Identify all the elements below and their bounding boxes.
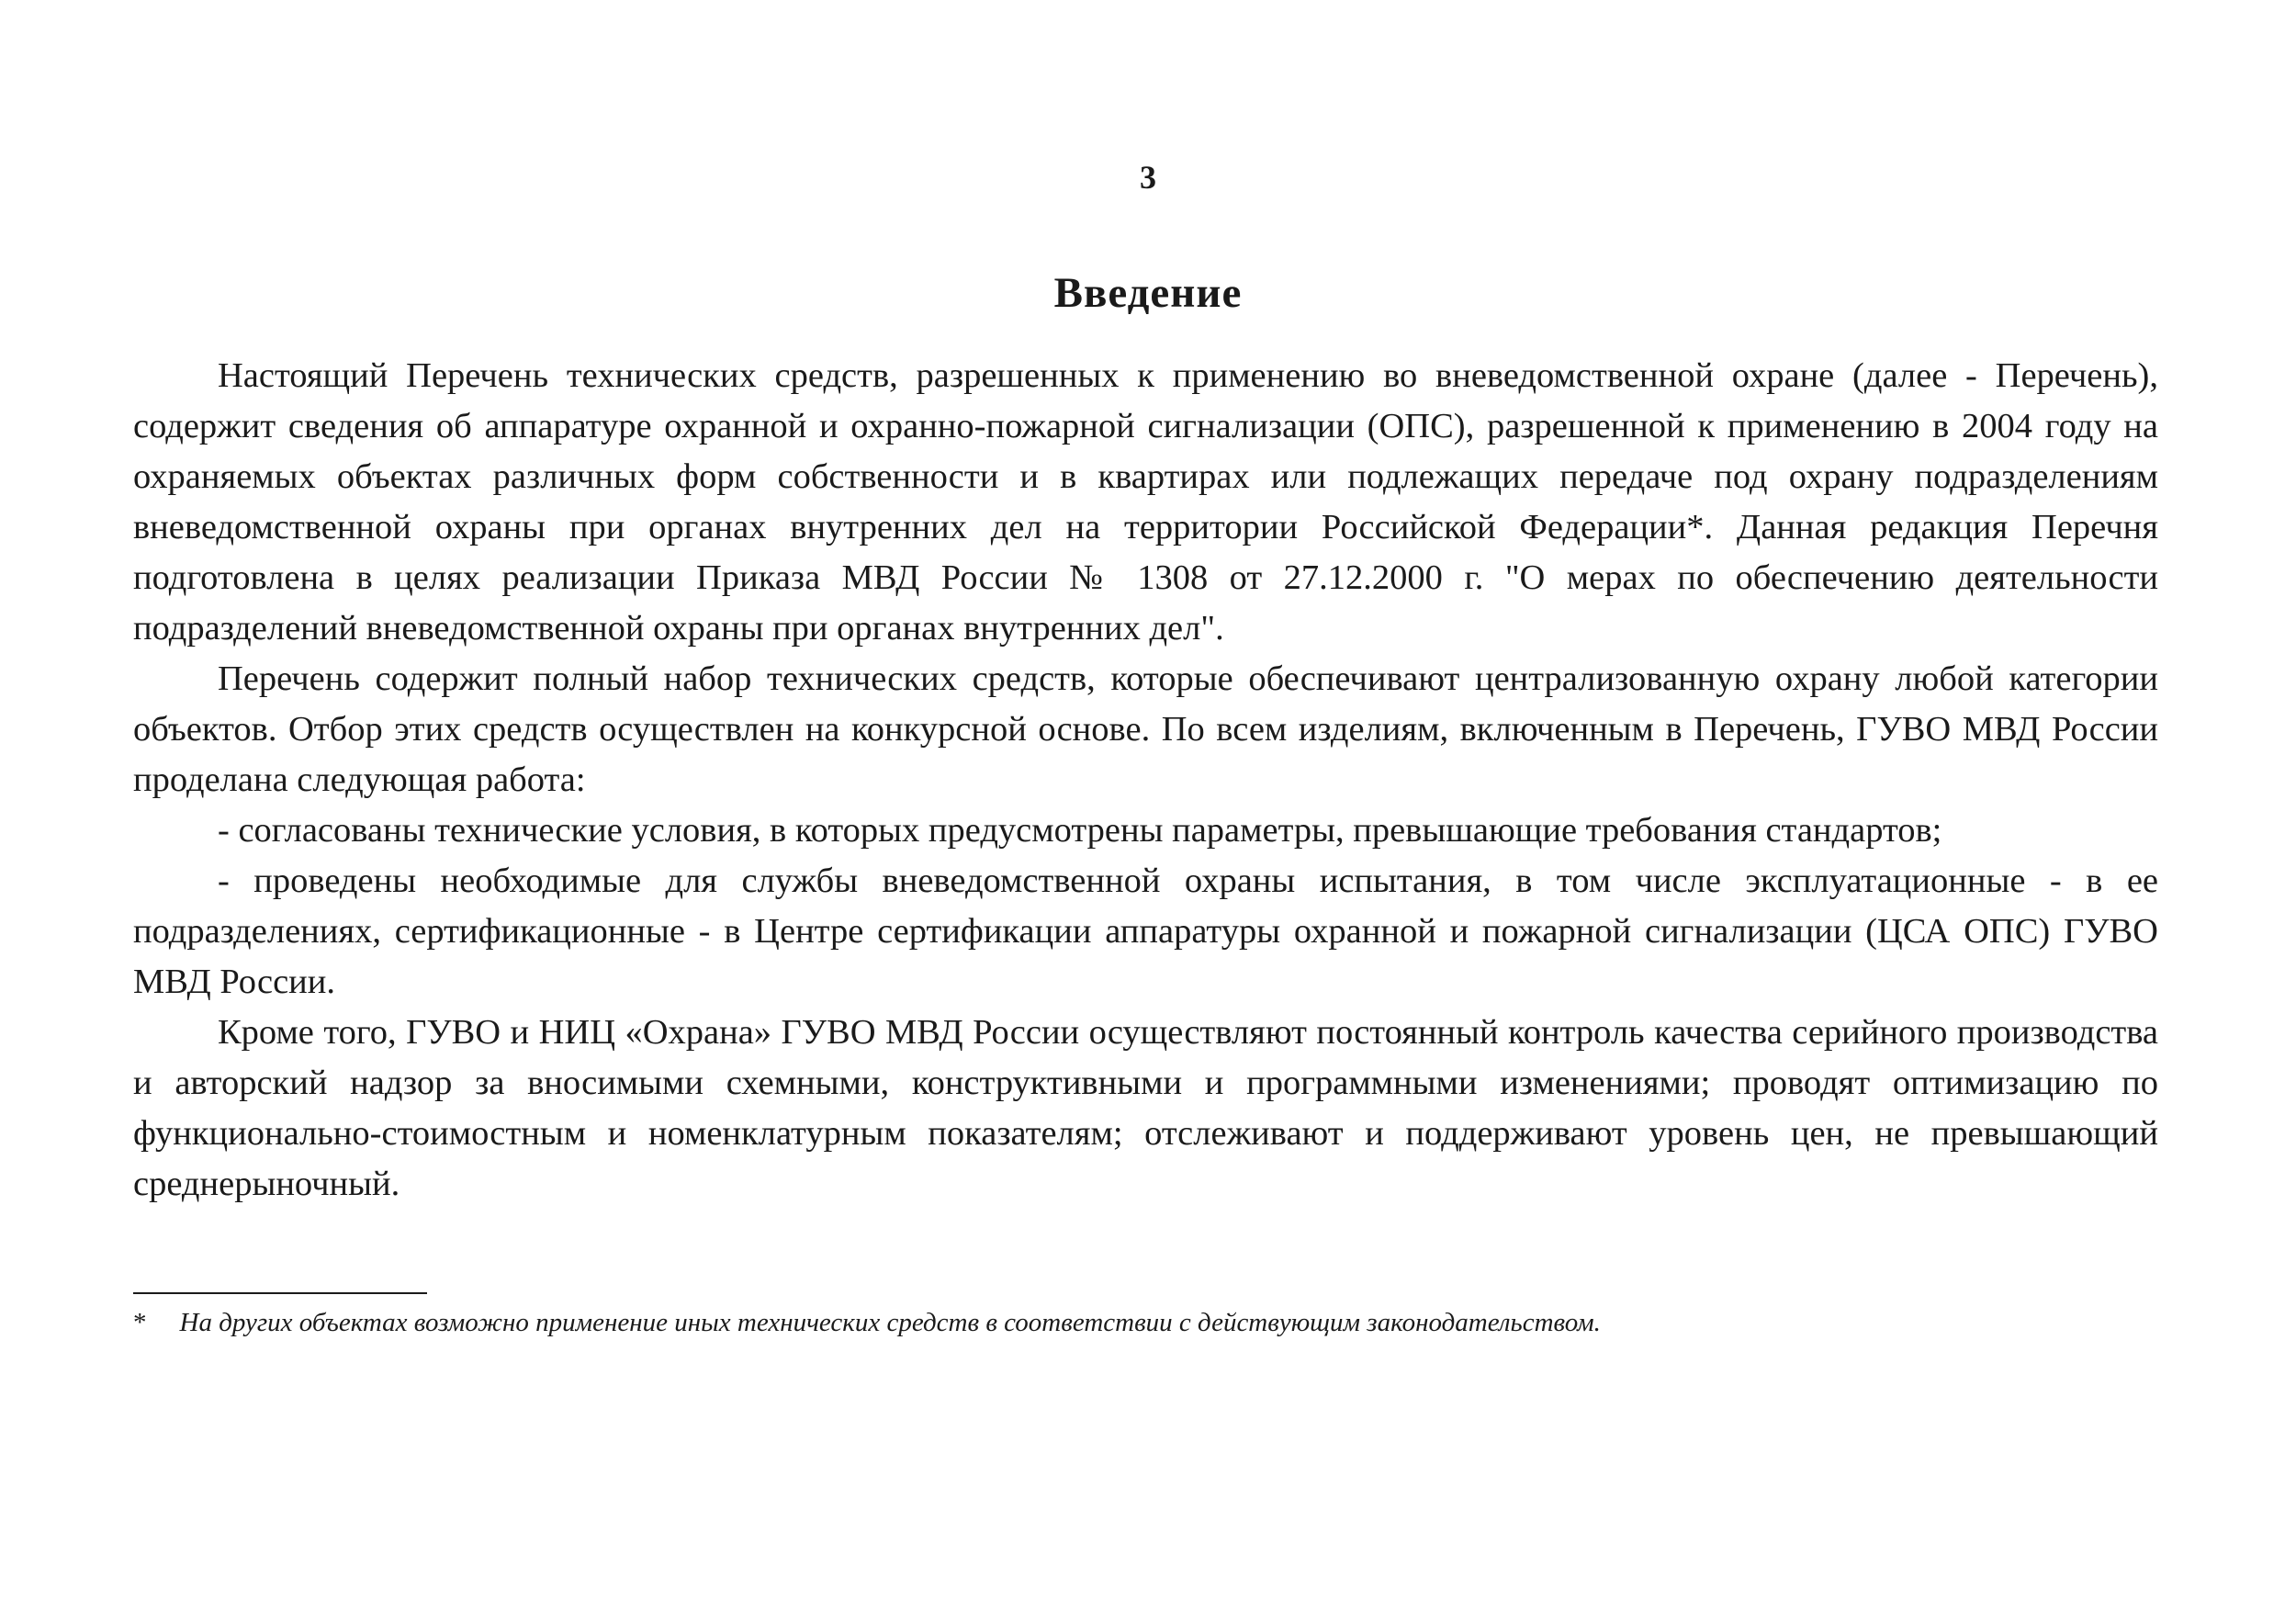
page-title: Введение xyxy=(1053,269,1243,317)
list-item: - проведены необходимые для службы вневедомственной охраны испытания, в том числе эксплуатационные - в ее подразделениях, сертификационные - в Центре сертификации аппаратуры охранной и пожарной сигнализации (ЦСА ОПС) ГУВО МВД России. xyxy=(133,862,2158,1001)
list-item: - согласованы технические условия, в которых предусмотрены параметры, превышающие требования стандартов; xyxy=(218,811,1942,850)
body-text xyxy=(133,351,2158,1210)
page-number: 3 xyxy=(1140,159,1156,196)
paragraph: Перечень содержит полный набор технических средств, которые обеспечивают централизованную охрану любой категории объектов. Отбор этих средств осуществлен на конкурсной основе. По всем изделиям, включенным в Перечень, ГУВО МВД России проделана следующая работа: xyxy=(133,659,2158,799)
footnote xyxy=(133,1304,2163,1341)
footnote-text: На других объектах возможно применение иных технических средств в соответствии с действующим законодательством. xyxy=(179,1308,1601,1337)
footnote-mark: * xyxy=(133,1308,147,1337)
paragraph: Кроме того, ГУВО и НИЦ «Охрана» ГУВО МВД России осуществляют постоянный контроль качества серийного производства и авторский надзор за вносимыми схемными, конструктивными и программными изменениями; проводят оптимизацию по функционально-стоимостным и номенклатурным показателям; отслеживают и поддерживают уровень цен, не превышающий среднерыночный. xyxy=(133,1013,2158,1203)
paragraph: Настоящий Перечень технических средств, разрешенных к применению во вневедомственной охране (далее - Перечень), содержит сведения об аппаратуре охранной и охранно-пожарной сигнализации (ОПС), разрешенной к применению в 2004 году на охраняемых объектах различных форм собственности и в квартирах или подлежащих передаче под охрану подразделениям вневедомственной охраны при органах внутренних дел на территории Российской Федерации*. Данная редакция Перечня подготовлена в целях реализации Приказа МВД России № 1308 от 27.12.2000 г. "О мерах по обеспечению деятельности подразделений вневедомственной охраны при органах внутренних дел". xyxy=(133,356,2158,648)
footnote-divider xyxy=(133,1292,427,1294)
